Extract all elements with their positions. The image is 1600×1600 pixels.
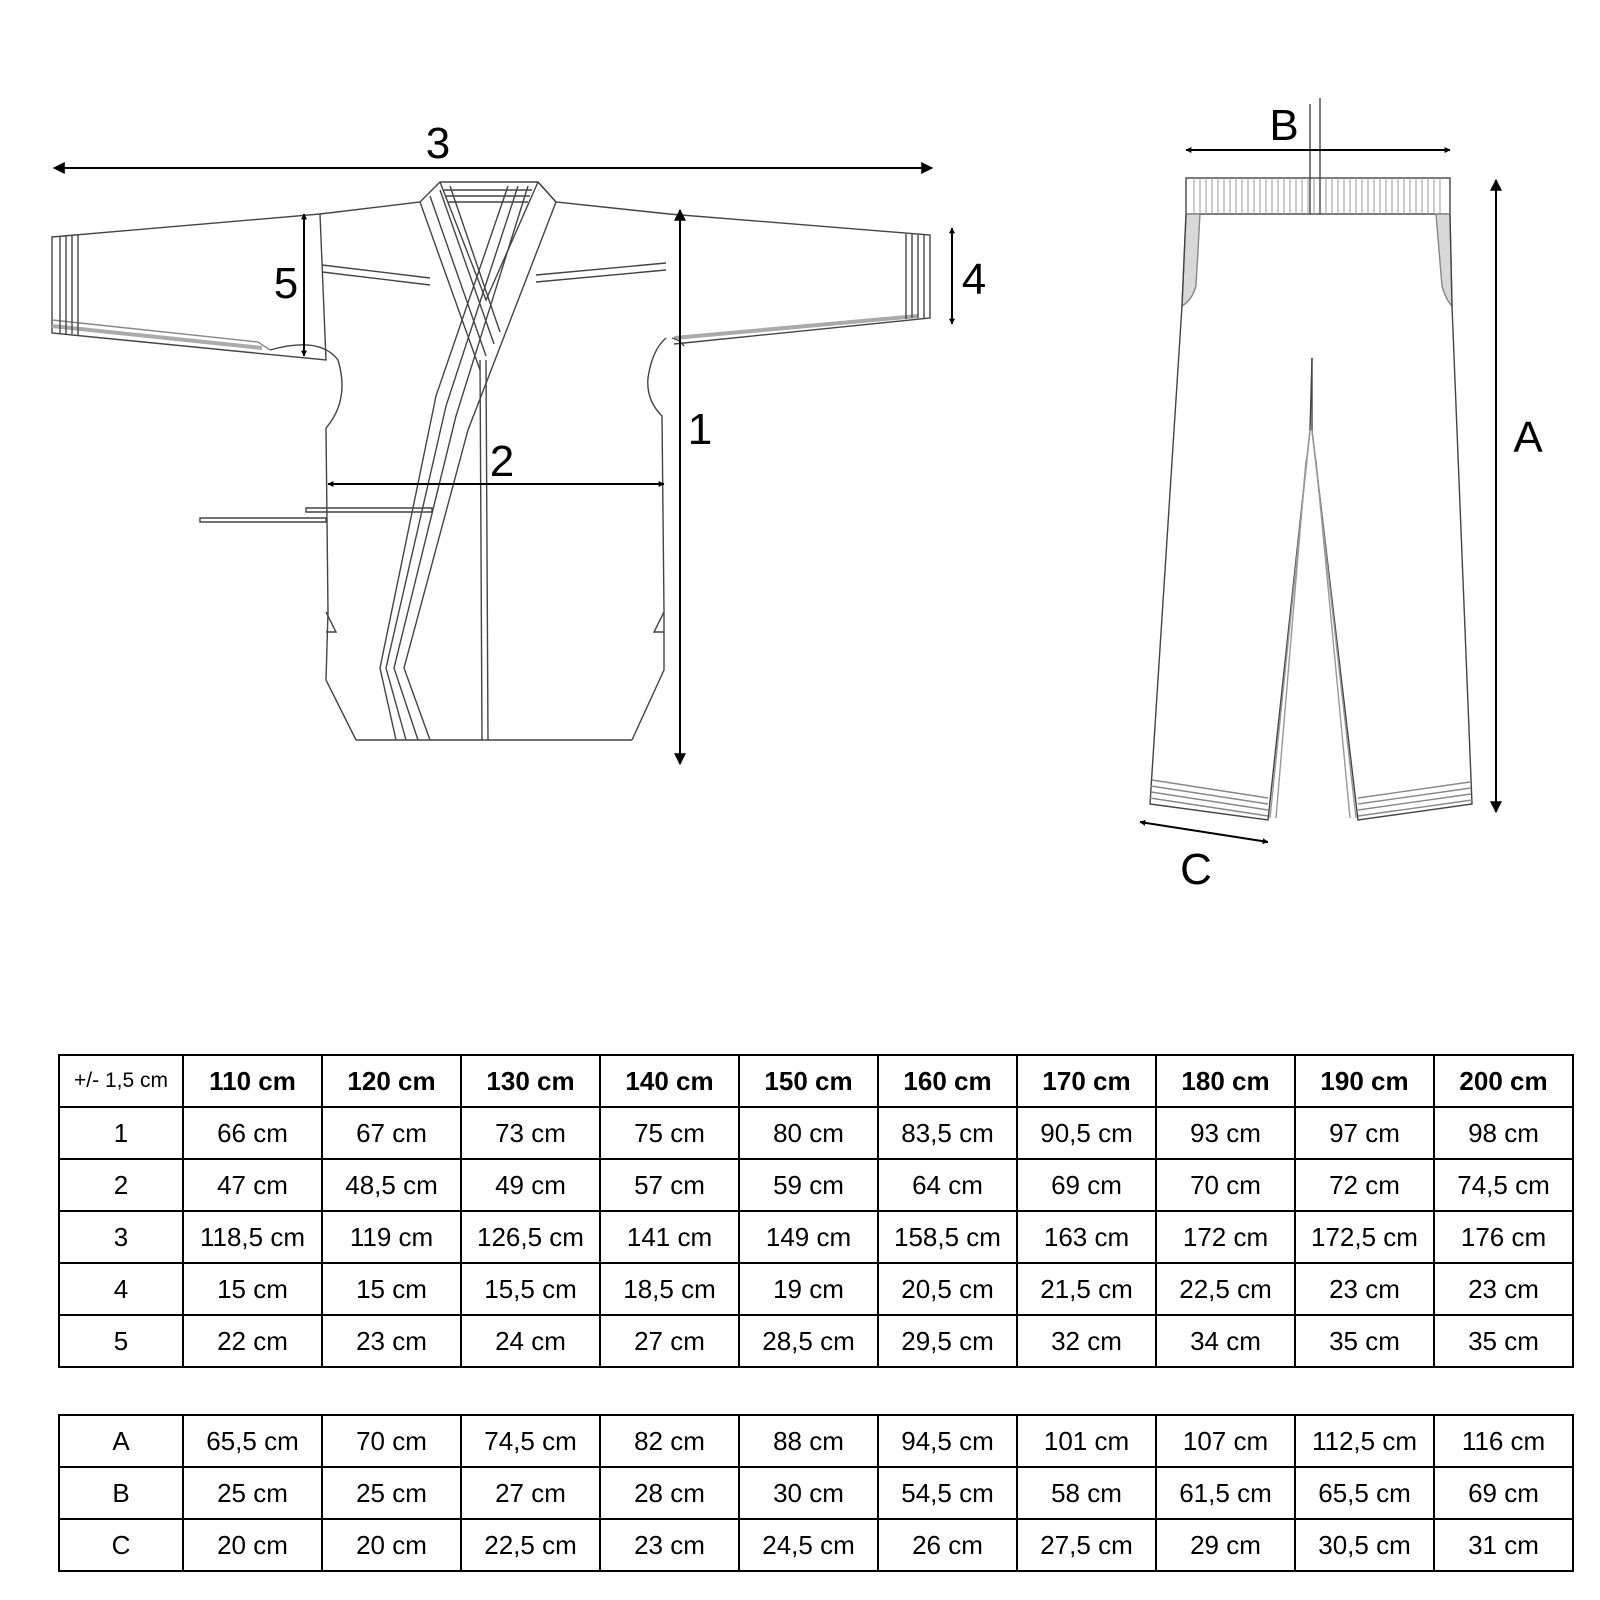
table-cell: 112,5 cm [1295, 1415, 1434, 1467]
size-header: 150 cm [739, 1055, 878, 1107]
table-header-row [59, 1055, 1573, 1107]
table-cell: 35 cm [1434, 1315, 1573, 1367]
table-row [59, 1263, 1573, 1315]
pants-drawing [1150, 98, 1472, 820]
row-label: 3 [59, 1211, 183, 1263]
table-cell: 24,5 cm [739, 1519, 878, 1571]
table-cell: 65,5 cm [1295, 1467, 1434, 1519]
table-cell: 26 cm [878, 1519, 1017, 1571]
table-cell: 23 cm [1434, 1263, 1573, 1315]
table-cell: 59 cm [739, 1159, 878, 1211]
table-cell: 82 cm [600, 1415, 739, 1467]
size-header: 120 cm [322, 1055, 461, 1107]
table-cell: 23 cm [1295, 1263, 1434, 1315]
table-cell: 34 cm [1156, 1315, 1295, 1367]
dimension-label-3: 3 [425, 119, 451, 168]
table-cell: 119 cm [322, 1211, 461, 1263]
table-cell: 158,5 cm [878, 1211, 1017, 1263]
size-header: 190 cm [1295, 1055, 1434, 1107]
table-cell: 75 cm [600, 1107, 739, 1159]
table-cell: 67 cm [322, 1107, 461, 1159]
table-cell: 27,5 cm [1017, 1519, 1156, 1571]
table-cell: 116 cm [1434, 1415, 1573, 1467]
table-cell: 47 cm [183, 1159, 322, 1211]
table-cell: 88 cm [739, 1415, 878, 1467]
table-cell: 69 cm [1434, 1467, 1573, 1519]
dimension-arrow-c [1140, 822, 1268, 842]
table-cell: 172,5 cm [1295, 1211, 1434, 1263]
table-cell: 22 cm [183, 1315, 322, 1367]
table-cell: 70 cm [1156, 1159, 1295, 1211]
table-cell: 83,5 cm [878, 1107, 1017, 1159]
table-row [59, 1159, 1573, 1211]
size-header: 180 cm [1156, 1055, 1295, 1107]
table-cell: 29 cm [1156, 1519, 1295, 1571]
table-cell: 15 cm [322, 1263, 461, 1315]
table-cell: 25 cm [183, 1467, 322, 1519]
size-header: 130 cm [461, 1055, 600, 1107]
table-cell: 126,5 cm [461, 1211, 600, 1263]
row-label: 1 [59, 1107, 183, 1159]
table-cell: 101 cm [1017, 1415, 1156, 1467]
table-cell: 21,5 cm [1017, 1263, 1156, 1315]
table-cell: 73 cm [461, 1107, 600, 1159]
table-cell: 74,5 cm [461, 1415, 600, 1467]
table-cell: 27 cm [600, 1315, 739, 1367]
table-cell: 149 cm [739, 1211, 878, 1263]
table-cell: 90,5 cm [1017, 1107, 1156, 1159]
table-cell: 74,5 cm [1434, 1159, 1573, 1211]
table-row [59, 1211, 1573, 1263]
row-label: 5 [59, 1315, 183, 1367]
table-cell: 30,5 cm [1295, 1519, 1434, 1571]
table-cell: 25 cm [322, 1467, 461, 1519]
jacket-size-table [58, 1054, 1574, 1368]
dimension-label-1: 1 [687, 405, 713, 454]
size-header: 110 cm [183, 1055, 322, 1107]
table-cell: 141 cm [600, 1211, 739, 1263]
dimension-label-5: 5 [273, 259, 299, 308]
table-cell: 28 cm [600, 1467, 739, 1519]
size-header: 160 cm [878, 1055, 1017, 1107]
table-cell: 64 cm [878, 1159, 1017, 1211]
table-cell: 32 cm [1017, 1315, 1156, 1367]
table-cell: 94,5 cm [878, 1415, 1017, 1467]
table-cell: 163 cm [1017, 1211, 1156, 1263]
table-cell: 97 cm [1295, 1107, 1434, 1159]
dimension-label-4: 4 [961, 255, 987, 304]
table-row [59, 1107, 1573, 1159]
dimension-label-c: C [1180, 845, 1212, 894]
table-cell: 65,5 cm [183, 1415, 322, 1467]
table-row [59, 1315, 1573, 1367]
table-cell: 19 cm [739, 1263, 878, 1315]
row-label: B [59, 1467, 183, 1519]
table-cell: 118,5 cm [183, 1211, 322, 1263]
table-cell: 31 cm [1434, 1519, 1573, 1571]
table-cell: 49 cm [461, 1159, 600, 1211]
row-label: A [59, 1415, 183, 1467]
table-cell: 72 cm [1295, 1159, 1434, 1211]
table-cell: 48,5 cm [322, 1159, 461, 1211]
table-row [59, 1467, 1573, 1519]
size-header: 140 cm [600, 1055, 739, 1107]
table-cell: 22,5 cm [461, 1519, 600, 1571]
table-cell: 28,5 cm [739, 1315, 878, 1367]
table-cell: 93 cm [1156, 1107, 1295, 1159]
table-cell: 172 cm [1156, 1211, 1295, 1263]
row-label: C [59, 1519, 183, 1571]
table-cell: 29,5 cm [878, 1315, 1017, 1367]
table-cell: 57 cm [600, 1159, 739, 1211]
table-row [59, 1415, 1573, 1467]
table-cell: 24 cm [461, 1315, 600, 1367]
table-cell: 35 cm [1295, 1315, 1434, 1367]
table-cell: 23 cm [322, 1315, 461, 1367]
table-cell: 23 cm [600, 1519, 739, 1571]
table-cell: 30 cm [739, 1467, 878, 1519]
table-cell: 27 cm [461, 1467, 600, 1519]
table-cell: 20,5 cm [878, 1263, 1017, 1315]
table-cell: 18,5 cm [600, 1263, 739, 1315]
table-cell: 176 cm [1434, 1211, 1573, 1263]
table-cell: 98 cm [1434, 1107, 1573, 1159]
table-row [59, 1519, 1573, 1571]
table-cell: 61,5 cm [1156, 1467, 1295, 1519]
row-label: 2 [59, 1159, 183, 1211]
row-label: 4 [59, 1263, 183, 1315]
pants-size-table [58, 1414, 1574, 1572]
table-cell: 15,5 cm [461, 1263, 600, 1315]
dimension-label-2: 2 [489, 437, 515, 486]
tolerance-cell: +/- 1,5 cm [59, 1055, 183, 1107]
table-cell: 80 cm [739, 1107, 878, 1159]
table-cell: 69 cm [1017, 1159, 1156, 1211]
table-cell: 20 cm [322, 1519, 461, 1571]
dimension-label-b: B [1269, 101, 1299, 150]
table-cell: 70 cm [322, 1415, 461, 1467]
size-header: 200 cm [1434, 1055, 1573, 1107]
table-cell: 66 cm [183, 1107, 322, 1159]
dimension-label-a: A [1513, 413, 1543, 462]
table-cell: 22,5 cm [1156, 1263, 1295, 1315]
table-cell: 54,5 cm [878, 1467, 1017, 1519]
table-cell: 58 cm [1017, 1467, 1156, 1519]
table-cell: 20 cm [183, 1519, 322, 1571]
size-header: 170 cm [1017, 1055, 1156, 1107]
table-cell: 107 cm [1156, 1415, 1295, 1467]
table-cell: 15 cm [183, 1263, 322, 1315]
